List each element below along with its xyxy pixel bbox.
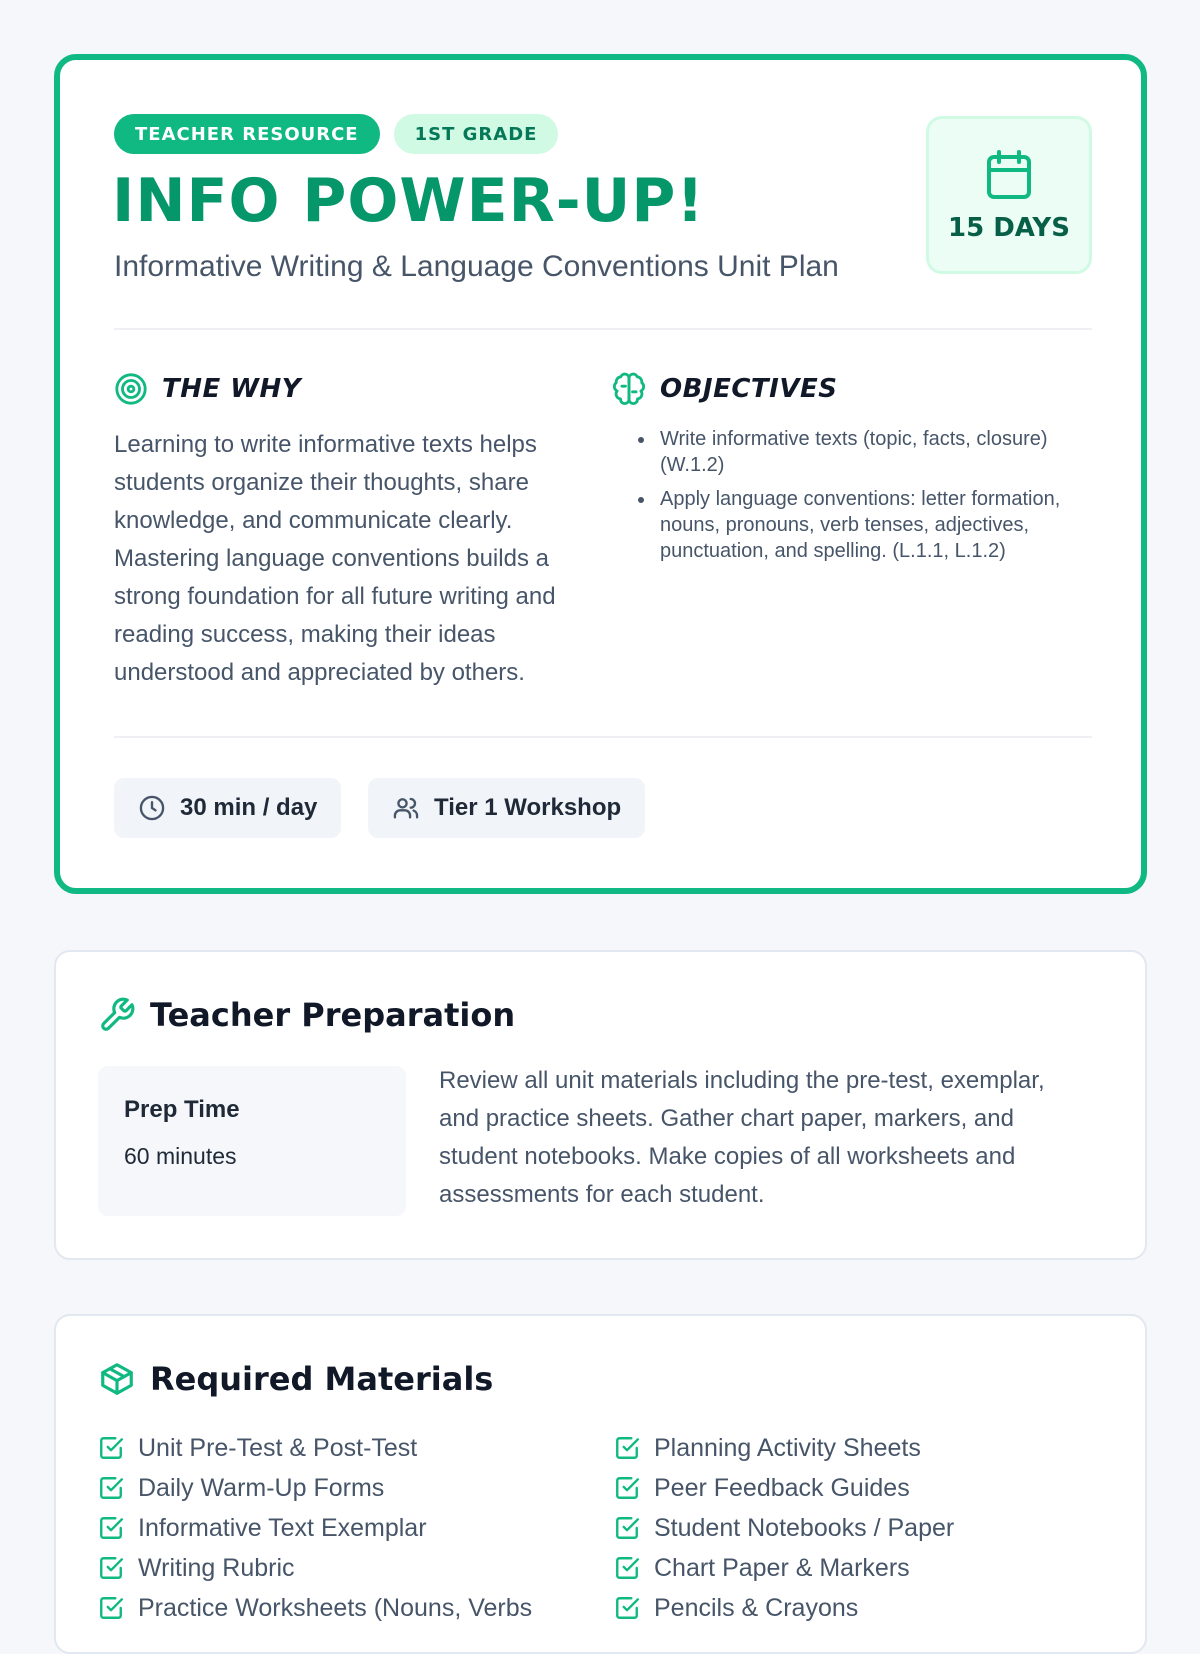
material-label: Pencils & Crayons <box>654 1593 859 1622</box>
list-item <box>98 1508 532 1548</box>
list-item <box>98 1588 532 1628</box>
material-label: Peer Feedback Guides <box>654 1473 910 1502</box>
prep-time-label: Prep Time <box>124 1096 240 1123</box>
objectives-heading <box>612 372 837 406</box>
check-square-icon <box>98 1515 124 1541</box>
check-square-icon <box>614 1515 640 1541</box>
unit-title: INFO POWER-UP! <box>112 166 705 236</box>
materials-list-left <box>98 1428 532 1628</box>
badge-row <box>114 114 558 154</box>
time-per-day-pill <box>114 778 341 838</box>
divider <box>114 328 1092 330</box>
list-item <box>98 1548 532 1588</box>
check-square-icon <box>614 1595 640 1621</box>
divider <box>114 736 1092 738</box>
package-icon <box>98 1360 136 1398</box>
section-title: Teacher Preparation <box>150 996 516 1034</box>
duration-box <box>926 116 1092 274</box>
time-per-day-label: 30 min / day <box>180 794 318 821</box>
check-square-icon <box>614 1475 640 1501</box>
calendar-icon <box>985 149 1033 201</box>
material-label: Chart Paper & Markers <box>654 1553 910 1582</box>
list-item <box>614 1508 954 1548</box>
material-label: Practice Worksheets (Nouns, Verbs <box>138 1593 533 1622</box>
group-type-pill <box>368 778 645 838</box>
list-item: Write informative texts (topic, facts, closure) (W.1.2) <box>634 426 1094 478</box>
users-icon <box>392 794 420 822</box>
brain-icon <box>612 372 646 406</box>
group-type-label: Tier 1 Workshop <box>434 794 622 821</box>
list-item <box>614 1548 954 1588</box>
unit-overview-card <box>54 54 1147 894</box>
target-icon <box>114 372 148 406</box>
teacher-preparation-card <box>54 950 1147 1260</box>
duration-label: 15 DAYS <box>947 213 1070 243</box>
list-item <box>614 1468 954 1508</box>
prep-time-box <box>98 1066 406 1216</box>
section-header <box>98 996 515 1034</box>
check-square-icon <box>614 1555 640 1581</box>
why-heading <box>114 372 301 406</box>
check-square-icon <box>614 1435 640 1461</box>
list-item <box>614 1428 954 1468</box>
check-square-icon <box>98 1435 124 1461</box>
clock-icon <box>138 794 166 822</box>
material-label: Student Notebooks / Paper <box>654 1513 955 1542</box>
check-square-icon <box>98 1595 124 1621</box>
section-header <box>98 1360 493 1398</box>
why-heading-label: THE WHY <box>162 374 302 404</box>
required-materials-card <box>54 1314 1147 1654</box>
section-title: Required Materials <box>150 1360 494 1398</box>
objectives-heading-label: OBJECTIVES <box>660 374 838 404</box>
wrench-icon <box>98 996 136 1034</box>
why-text: Learning to write informative texts helps students organize their thoughts, share knowledge, and communicate clearly. Mastering language conventions builds a strong foundation for all future writing and reading success, making their ideas understood and appreciated by others. <box>114 431 556 686</box>
prep-instructions: Review all unit materials including the pre-test, exemplar, and practice sheets. Gather chart paper, markers, and student notebooks. Make copies of all worksheets and assessments for each student. <box>439 1067 1045 1208</box>
list-item: Apply language conventions: letter formation, nouns, pronouns, verb tenses, adjectives, punctuation, and spelling. (L.1.1, L.1.2) <box>634 486 1094 564</box>
material-label: Writing Rubric <box>138 1553 295 1582</box>
list-item <box>98 1468 532 1508</box>
list-item <box>614 1588 954 1628</box>
objectives-list <box>634 426 1094 572</box>
check-square-icon <box>98 1555 124 1581</box>
materials-list-right <box>614 1428 954 1628</box>
material-label: Unit Pre-Test & Post-Test <box>138 1433 418 1462</box>
teacher-resource-badge: TEACHER RESOURCE <box>114 114 380 154</box>
list-item <box>98 1428 532 1468</box>
material-label: Informative Text Exemplar <box>138 1513 427 1542</box>
material-label: Daily Warm-Up Forms <box>138 1473 385 1502</box>
check-square-icon <box>98 1475 124 1501</box>
prep-time-value: 60 minutes <box>124 1143 237 1169</box>
unit-subtitle: Informative Writing & Language Conventions Unit Plan <box>114 250 839 283</box>
grade-badge: 1ST GRADE <box>394 114 559 154</box>
material-label: Planning Activity Sheets <box>654 1433 921 1462</box>
